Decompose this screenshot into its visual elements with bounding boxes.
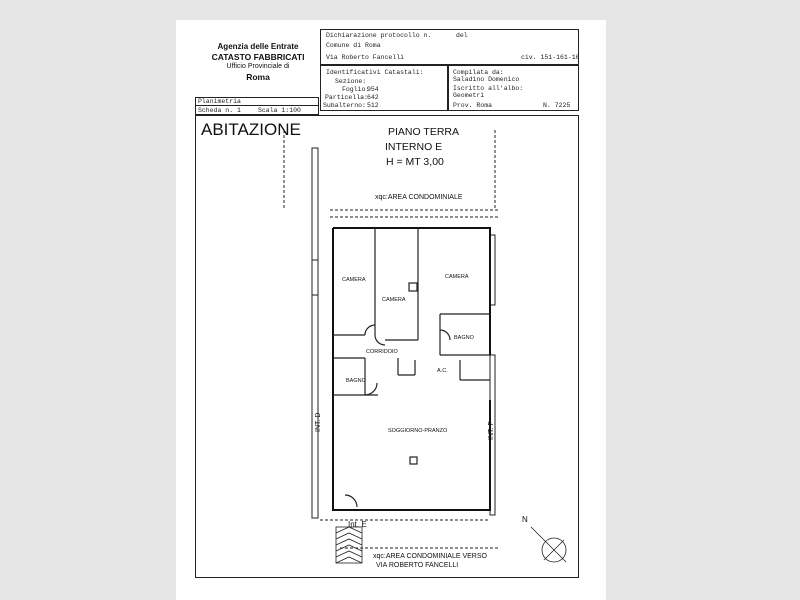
area-bottom-label-1: xqc:AREA CONDOMINIALE VERSO — [373, 553, 487, 560]
sheet-card: Scheda n. 1 — [198, 107, 241, 114]
door-swing-1 — [365, 325, 375, 335]
column-2 — [410, 457, 417, 464]
sheet-scale: Scala 1:100 — [258, 107, 301, 114]
room-camera-3: CAMERA — [445, 274, 469, 280]
floor-plan — [195, 115, 579, 578]
room-camera-1: CAMERA — [342, 277, 366, 283]
office-city: Roma — [246, 72, 270, 82]
parcel-label: Particella: — [325, 94, 368, 101]
room-corridoio: CORRIDOIO — [366, 349, 398, 355]
entrance-hatch — [336, 527, 362, 563]
sheet-label: Foglio: — [342, 86, 370, 93]
compiler-name: Saladino Domenico — [453, 76, 520, 83]
sheet-info-box — [195, 97, 319, 115]
north-label: N — [522, 515, 528, 524]
door-swing-2 — [375, 335, 385, 345]
left-window — [312, 260, 318, 295]
register-label: Iscritto all'albo: — [453, 85, 524, 92]
sheet-value: 954 — [367, 86, 379, 93]
left-boundary-wall — [312, 148, 318, 518]
identifiers-heading: Identificativi Catastali: — [326, 69, 424, 76]
compiler-label: Compilata da: — [453, 69, 504, 76]
room-bagno-1: BAGNO — [346, 378, 366, 384]
height-label: H = MT 3,00 — [386, 156, 444, 168]
profession: Geometri — [453, 92, 485, 99]
street: Via Roberto Fancelli — [326, 54, 405, 61]
sub-label: Subalterno: — [323, 102, 366, 109]
room-bagno-2: BAGNO — [454, 335, 474, 341]
protocol-label: Dichiarazione protocollo n. — [326, 32, 432, 39]
door-swing-entrance — [345, 495, 357, 507]
registry-name: CATASTO FABBRICATI — [211, 52, 305, 62]
room-soggiorno: SOGGIORNO-PRANZO — [388, 428, 448, 434]
column-1 — [409, 283, 417, 291]
area-bottom-label-2: VIA ROBERTO FANCELLI — [376, 562, 459, 569]
identifiers-box — [320, 65, 448, 111]
declaration-box — [320, 29, 579, 65]
sheet-type: Planimetria — [198, 98, 241, 105]
door-swing-3 — [440, 330, 450, 340]
unit-label: INTERNO E — [385, 141, 443, 153]
register-number: N. 7225 — [543, 102, 571, 109]
date-label: del — [456, 32, 468, 39]
outer-wall-left-bottom — [333, 228, 490, 510]
entrance-label: Int. E — [348, 520, 367, 529]
office-name: Ufficio Provinciale di — [226, 63, 290, 70]
area-top-label: xqc:AREA CONDOMINIALE — [375, 194, 463, 201]
sub-value: 512 — [367, 102, 379, 109]
north-arrow — [531, 527, 566, 562]
province: Prov. Roma — [453, 102, 493, 109]
room-camera-2: CAMERA — [382, 297, 406, 303]
agency-name: Agenzia delle Entrate — [217, 42, 299, 51]
int-left-label: INT. D — [315, 412, 322, 432]
door-swing-4 — [365, 383, 377, 395]
int-right-label: INT. F — [488, 421, 495, 440]
parcel-value: 642 — [367, 94, 379, 101]
civic-number: civ. 151-161-16 — [521, 54, 580, 61]
municipality: Comune di Roma — [326, 42, 381, 49]
compiler-box — [448, 65, 579, 111]
room-ac: A.C. — [437, 368, 448, 374]
floor-label: PIANO TERRA — [388, 126, 459, 138]
agency-header — [196, 42, 320, 82]
usage-title: ABITAZIONE — [201, 120, 301, 139]
section-label: Sezione: — [335, 78, 367, 85]
